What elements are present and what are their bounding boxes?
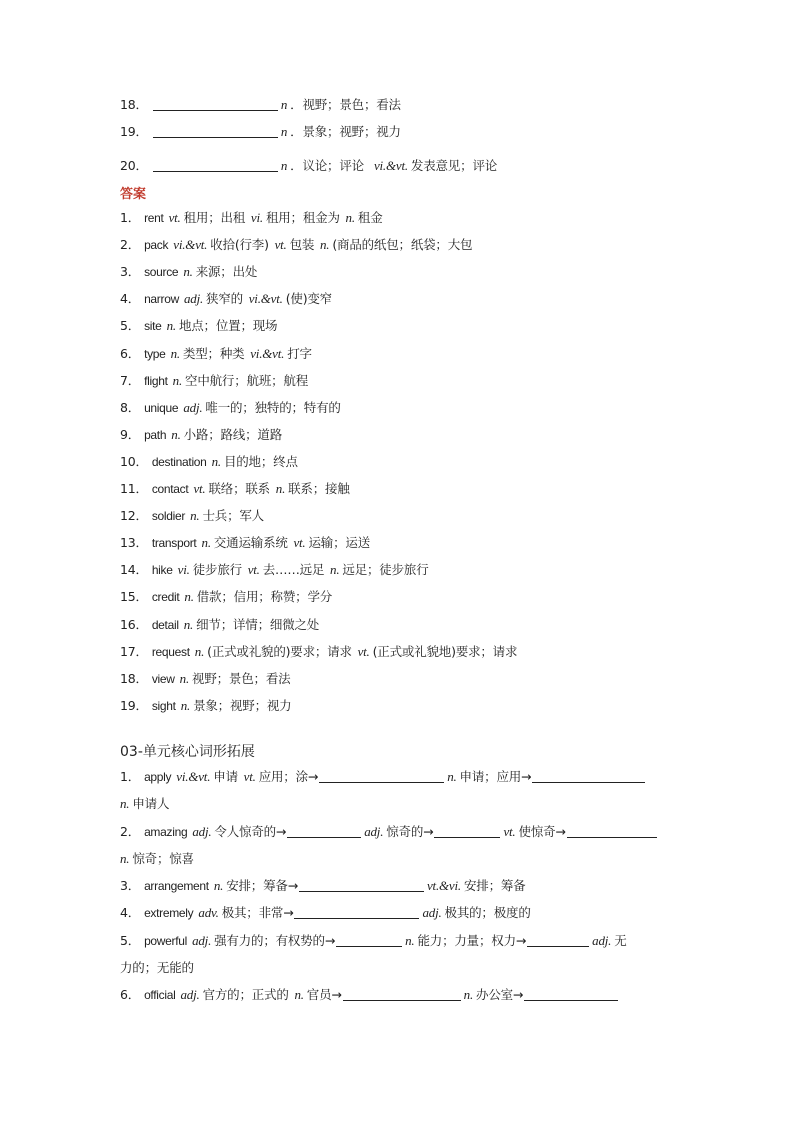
answer-blank[interactable]: [294, 906, 419, 919]
answer-gloss: 租用；出租: [183, 210, 249, 225]
answer-number: 3．: [120, 264, 141, 279]
answer-item: [120, 400, 680, 416]
answer-gloss: 地点；位置；现场: [178, 318, 278, 333]
answer-item: [120, 427, 680, 443]
answer-item: [120, 562, 680, 578]
answer-word: path: [144, 428, 170, 442]
part-of-speech: n.: [275, 481, 286, 496]
exercise-item-20: 20． n ．议论；评论 vi.&vt. 发表意见；评论: [120, 158, 498, 173]
derivation-item-1: 1． apply vi.&vt. 申请 vt. 应用；涂→ n. 申请；应用→: [120, 769, 680, 785]
part-of-speech: vi.&vt.: [248, 291, 283, 306]
answer-gloss: (使)变窄: [285, 291, 332, 306]
answer-word: narrow: [144, 292, 182, 306]
answer-gloss: 远足；徒步旅行: [342, 562, 429, 577]
answer-blank[interactable]: [336, 934, 402, 947]
derivation-item-2-cont: n. 惊奇；惊喜: [120, 851, 194, 866]
part-of-speech: vi.&vt.: [173, 237, 208, 252]
part-of-speech: n.: [211, 454, 221, 469]
answer-gloss: 来源；出处: [195, 264, 258, 279]
answer-blank[interactable]: [524, 988, 618, 1001]
part-of-speech: n.: [330, 562, 340, 577]
part-of-speech: vi.: [177, 562, 190, 577]
answer-gloss: 交通运输系统: [213, 535, 292, 550]
answer-word: view: [151, 672, 178, 686]
answer-word: destination: [151, 455, 210, 469]
answer-blank[interactable]: [527, 934, 589, 947]
part-of-speech: n.: [179, 671, 190, 686]
part-of-speech: vt.: [357, 644, 370, 659]
answer-item: [120, 318, 680, 334]
part-of-speech: n.: [201, 535, 211, 550]
answer-item: [120, 373, 680, 389]
part-of-speech: vt.: [247, 562, 260, 577]
derivation-item-2: 2． amazing adj. 令人惊奇的→ adj. 惊奇的→ vt. 使惊奇→: [120, 824, 680, 840]
answer-number: 4．: [120, 291, 141, 306]
answer-word: transport: [151, 536, 200, 550]
part-of-speech: n.: [190, 508, 200, 523]
answer-word: unique: [144, 401, 182, 415]
part-of-speech: vt.: [168, 210, 181, 225]
answer-word: request: [151, 645, 193, 659]
part-of-speech: adj.: [183, 291, 204, 306]
answer-gloss: 联络；联系: [208, 481, 274, 496]
answer-gloss: 收拾(行李): [210, 237, 273, 252]
answer-number: 10．: [120, 454, 148, 469]
answer-blank[interactable]: [299, 879, 424, 892]
answer-number: 11．: [120, 481, 148, 496]
answer-gloss: 租金: [357, 210, 383, 225]
answer-word: source: [144, 265, 182, 279]
answer-word: credit: [151, 590, 183, 604]
answer-number: 15．: [120, 589, 148, 604]
answer-item: [120, 454, 680, 470]
answer-word: rent: [144, 211, 167, 225]
answer-word: sight: [151, 699, 179, 713]
answer-blank[interactable]: [319, 770, 444, 783]
part-of-speech: n.: [183, 617, 194, 632]
answer-item: [120, 237, 680, 253]
derivation-item-3: 3． arrangement n. 安排；筹备→ vt.&vi. 安排；筹备: [120, 878, 526, 893]
answer-item: [120, 644, 680, 660]
answer-word: type: [144, 347, 169, 361]
answer-item: [120, 535, 680, 551]
answer-blank[interactable]: [434, 825, 500, 838]
part-of-speech: n.: [345, 210, 355, 225]
answer-item: [120, 671, 680, 687]
answer-number: 13．: [120, 535, 148, 550]
answer-gloss: (商品的纸包；纸袋；大包: [332, 237, 473, 252]
exercise-item-18: 18． n ．视野；景色；看法: [120, 97, 401, 112]
part-of-speech: n.: [180, 698, 191, 713]
answer-gloss: 视野；景色；看法: [192, 671, 291, 686]
answer-number: 12．: [120, 508, 148, 523]
answer-gloss: 打字: [287, 346, 312, 361]
answer-number: 19．: [120, 698, 148, 713]
answer-gloss: 去……远足: [262, 562, 329, 577]
part-of-speech: n.: [194, 644, 205, 659]
answer-gloss: 细节；详情；细微之处: [196, 617, 320, 632]
answer-gloss: 狭窄的: [206, 291, 247, 306]
exercise-item-19: 19． n ．景象；视野；视力: [120, 124, 401, 139]
part-of-speech: n.: [184, 589, 194, 604]
part-of-speech: n.: [172, 373, 183, 388]
part-of-speech: n.: [183, 264, 193, 279]
answer-word: flight: [144, 374, 171, 388]
part-of-speech: n.: [166, 318, 176, 333]
derivation-item-1-cont: n. 申请人: [120, 796, 170, 811]
part-of-speech: vt.: [293, 535, 306, 550]
answer-word: site: [144, 319, 165, 333]
answer-number: 7．: [120, 373, 141, 388]
answers-heading: 答案: [120, 187, 147, 202]
answer-number: 9．: [120, 427, 141, 442]
answer-blank[interactable]: [567, 825, 657, 838]
answer-gloss: 包装: [289, 237, 318, 252]
answer-gloss: 景象；视野；视力: [193, 698, 292, 713]
part-of-speech: vt.: [274, 237, 287, 252]
derivation-item-5: 5． powerful adj. 强有力的；有权势的→ n. 能力；力量；权力→ adj. 无: [120, 933, 627, 948]
section-title: 03-单元核心词形拓展: [120, 744, 255, 760]
answer-gloss: (正式或礼貌的)要求；请求: [207, 644, 356, 659]
answer-number: 17．: [120, 644, 148, 659]
answer-gloss: 借款；信用；称赞；学分: [196, 589, 333, 604]
answer-number: 1．: [120, 210, 141, 225]
answer-blank[interactable]: [532, 770, 645, 783]
answer-word: detail: [151, 618, 182, 632]
answer-gloss: 联系；接触: [288, 481, 350, 496]
answer-number: 8．: [120, 400, 141, 415]
answer-gloss: 租用；租金为: [265, 210, 344, 225]
answer-number: 6．: [120, 346, 141, 361]
answer-item: [120, 508, 680, 524]
answer-gloss: 小路；路线；道路: [183, 427, 283, 442]
answer-word: pack: [144, 238, 172, 252]
part-of-speech: vi.: [250, 210, 263, 225]
answer-gloss: 空中航行；航班；航程: [185, 373, 309, 388]
answer-word: soldier: [151, 509, 189, 523]
answer-word: contact: [151, 482, 192, 496]
answer-blank[interactable]: [287, 825, 361, 838]
answer-number: 18．: [120, 671, 148, 686]
answer-item: [120, 210, 680, 226]
part-of-speech: n.: [170, 346, 180, 361]
answer-blank[interactable]: [153, 159, 278, 172]
answer-gloss: 唯一的；独特的；特有的: [205, 400, 341, 415]
derivation-item-5-cont: 力的；无能的: [120, 960, 194, 975]
answer-item: [120, 291, 680, 307]
answer-blank[interactable]: [343, 988, 461, 1001]
answer-number: 2．: [120, 237, 141, 252]
answer-gloss: 目的地；终点: [223, 454, 298, 469]
answer-item: [120, 617, 680, 633]
answer-item: [120, 346, 680, 362]
derivation-item-4: 4． extremely adv. 极其；非常→ adj. 极其的；极度的: [120, 905, 531, 920]
answer-blank[interactable]: [153, 98, 278, 111]
answer-item: [120, 264, 680, 280]
answer-gloss: (正式或礼貌地)要求；请求: [372, 644, 518, 659]
part-of-speech: vi.&vt.: [250, 346, 285, 361]
derivation-item-6: 6． official adj. 官方的；正式的 n. 官员→ n. 办公室→: [120, 987, 680, 1003]
part-of-speech: vt.: [193, 481, 206, 496]
answer-gloss: 类型；种类: [182, 346, 249, 361]
part-of-speech: n.: [171, 427, 181, 442]
answer-gloss: 运输；运送: [308, 535, 371, 550]
answer-item: [120, 698, 680, 714]
answer-blank[interactable]: [153, 125, 278, 138]
answer-number: 16．: [120, 617, 148, 632]
answer-item: [120, 589, 680, 605]
answer-number: 14．: [120, 562, 148, 577]
answer-gloss: 徒步旅行: [192, 562, 246, 577]
part-of-speech: adj.: [183, 400, 203, 415]
answer-number: 5．: [120, 318, 141, 333]
answer-item: [120, 481, 680, 497]
answer-word: hike: [151, 563, 176, 577]
answer-gloss: 士兵；军人: [202, 508, 264, 523]
part-of-speech: n.: [319, 237, 330, 252]
